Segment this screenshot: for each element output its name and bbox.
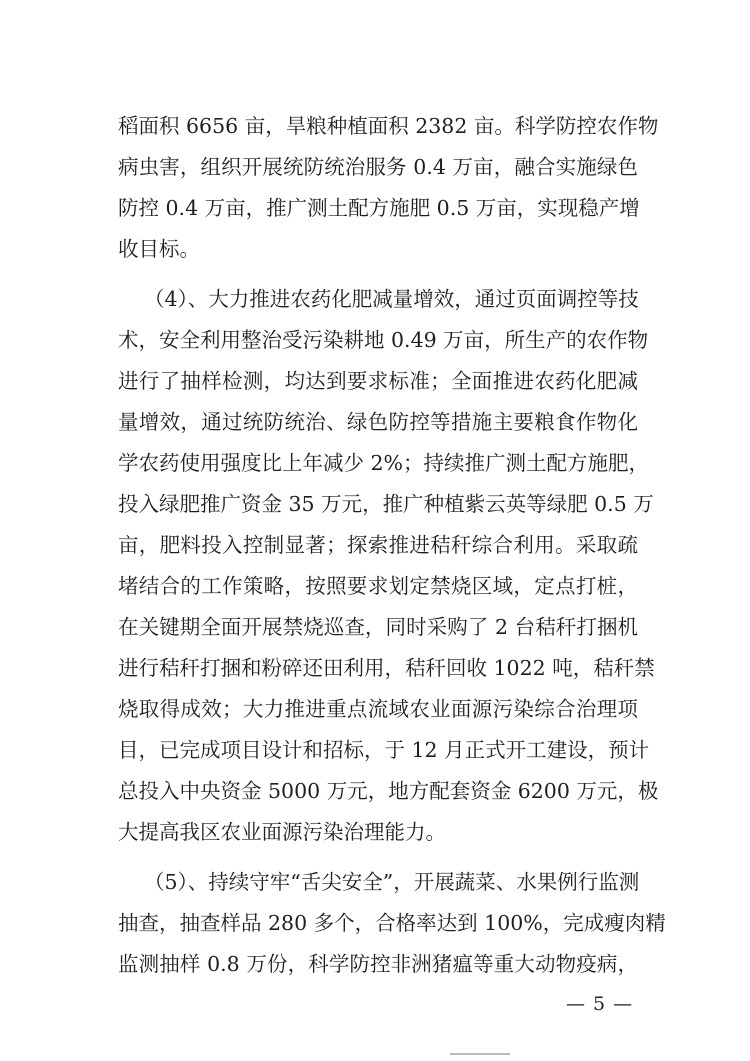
body-line-5: （4）、大力推进农药化肥减量增效，通过页面调控等技: [144, 287, 639, 311]
body-line-3: 防控 0.4 万亩，推广测土配方施肥 0.5 万亩，实现稳产增: [118, 196, 640, 220]
body-line-7: 进行了抽样检测，均达到要求标准；全面推进农药化肥减: [118, 369, 638, 393]
body-line-4: 收目标。: [118, 237, 200, 261]
body-line-20: 抽查，抽查样品 280 多个，合格率达到 100%，完成瘦肉精: [118, 911, 666, 935]
body-line-19: （5）、持续守牢“舌尖安全”，开展蔬菜、水果例行监测: [144, 870, 640, 894]
body-line-8: 量增效，通过统防统治、绿色防控等措施主要粮食作物化: [118, 410, 638, 434]
body-line-16: 目，已完成项目设计和招标，于 12 月正式开工建设，预计: [118, 738, 650, 762]
body-line-10: 投入绿肥推广资金 35 万元，推广种植紫云英等绿肥 0.5 万: [118, 492, 654, 516]
body-line-11: 亩，肥料投入控制显著；探索推进秸秆综合利用。采取疏: [118, 533, 638, 557]
body-line-6: 术，安全利用整治受污染耕地 0.49 万亩，所生产的农作物: [118, 328, 649, 352]
body-line-2: 病虫害，组织开展统防统治服务 0.4 万亩，融合实施绿色: [118, 155, 638, 179]
body-line-13: 在关键期全面开展禁烧巡查，同时采购了 2 台秸秆打捆机: [118, 615, 638, 639]
body-line-1: 稻面积 6656 亩，旱粮种植面积 2382 亩。科学防控农作物: [118, 114, 659, 138]
body-line-15: 烧取得成效；大力推进重点流域农业面源污染综合治理项: [118, 697, 638, 721]
body-line-18: 大提高我区农业面源污染治理能力。: [118, 820, 446, 844]
body-line-12: 堵结合的工作策略，按照要求划定禁烧区域，定点打桩，: [118, 574, 638, 598]
body-line-17: 总投入中央资金 5000 万元，地方配套资金 6200 万元，极: [118, 779, 659, 803]
body-line-9: 学农药使用强度比上年减少 2%；持续推广测土配方施肥，: [118, 451, 650, 475]
body-line-21: 监测抽样 0.8 万份，科学防控非洲猪瘟等重大动物疫病，: [118, 952, 638, 976]
bottom-edge-mark: [450, 1053, 510, 1055]
page-number: — 5 —: [566, 993, 634, 1015]
body-line-14: 进行秸秆打捆和粉碎还田利用，秸秆回收 1022 吨，秸秆禁: [118, 656, 655, 680]
